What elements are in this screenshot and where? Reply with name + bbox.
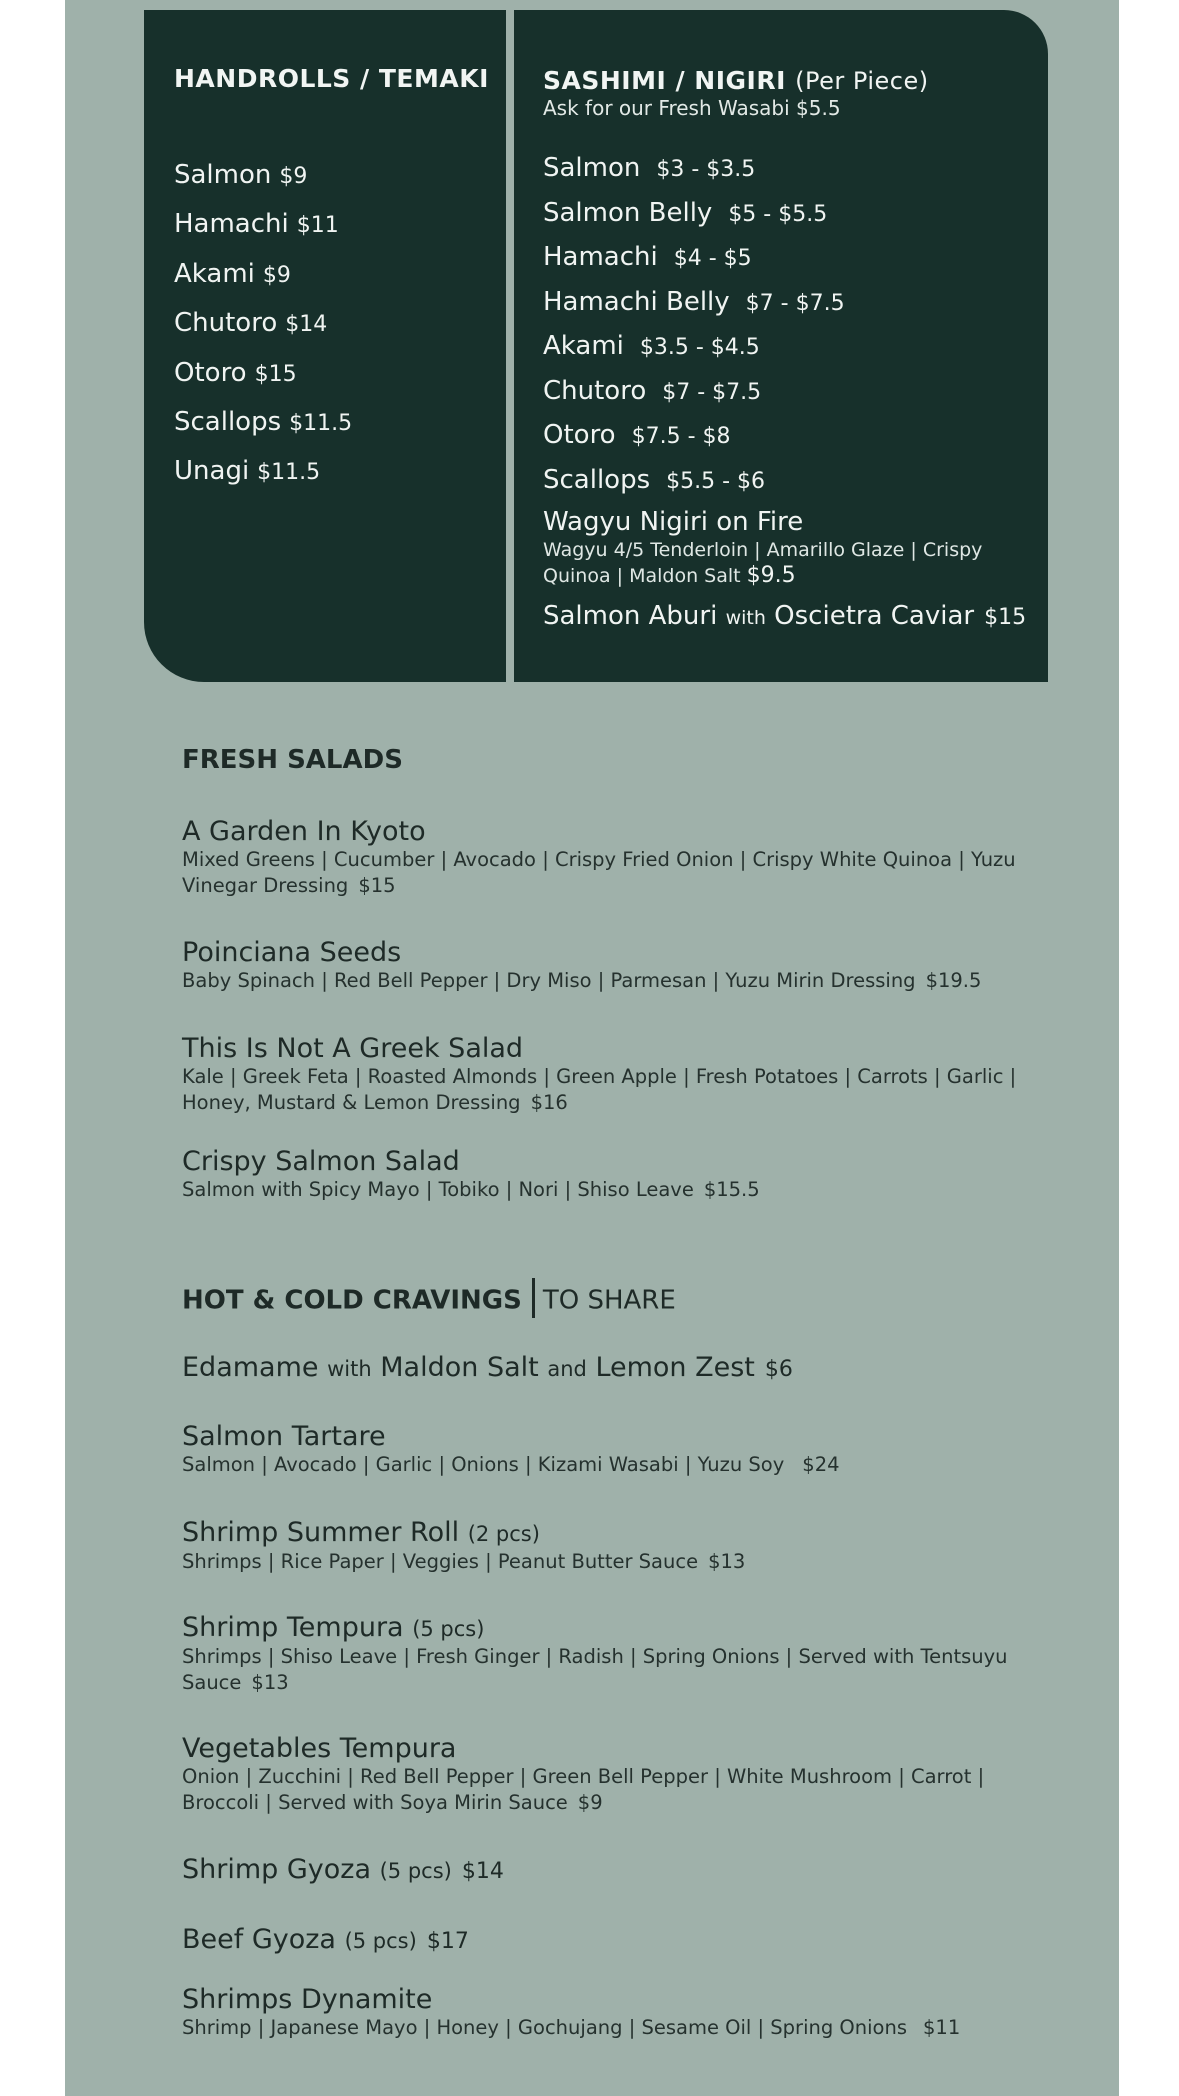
item-name: Salmon [543,153,641,183]
item-name: Shrimps Dynamite [182,1984,433,2015]
item-price: $5 - $5.5 [728,201,828,227]
item-name: This Is Not A Greek Salad [182,1033,524,1064]
item-description [182,847,1032,899]
item-price: $16 [530,1091,568,1114]
item-price: $15 [358,874,396,897]
item-name: Akami [543,331,624,361]
item-qty: (5 pcs) [344,1929,417,1953]
item-price: $14 [461,1859,504,1884]
item-name: Salmon Tartare [182,1421,386,1452]
edamame-part1: Edamame [182,1352,319,1383]
item-price: $5.5 - $6 [666,468,766,494]
item-description [182,1452,1032,1478]
item-description [182,968,1032,994]
sashimi-title-text: SASHIMI / NIGIRI [543,66,786,95]
menu-item [182,1925,1032,1957]
list-item [543,420,845,465]
item-name [182,1518,1032,1549]
item-desc-text: Kale | Greek Feta | Roasted Almonds | Green Apple | Fresh Potatoes | Carrots | Garlic | Honey, Mustard & Lemon Dressing [182,1065,1017,1114]
item-price: $11 [296,213,339,239]
item-name: Wagyu Nigiri on Fire [543,507,804,537]
item-description [182,1764,1032,1816]
sashimi-panel [514,10,1048,682]
list-item [543,198,845,243]
item-name-text: Shrimp Tempura [182,1612,404,1643]
menu-item [182,1147,1032,1203]
item-name: Hamachi [543,242,658,272]
item-name: Vegetables Tempura [182,1733,457,1764]
item-name [182,1855,1032,1887]
item-name-text: Beef Gyoza [182,1924,336,1955]
wasabi-note: Ask for our Fresh Wasabi $5.5 [543,96,841,120]
menu-item [182,1613,1032,1696]
item-description [182,1644,1032,1696]
item-name: Crispy Salmon Salad [182,1146,460,1177]
list-item [174,358,352,407]
item-desc-text: Shrimp | Japanese Mayo | Honey | Gochujang | Sesame Oil | Spring Onions [182,2016,907,2039]
item-price: $11.5 [257,460,321,486]
item-name [182,1613,1032,1644]
item-name: Chutoro [543,375,647,406]
item-name: Hamachi [174,209,289,240]
list-item [543,287,845,332]
sashimi-subtitle: (Per Piece) [795,67,929,95]
item-price: $9.5 [746,563,796,588]
item-description [182,1549,1032,1575]
item-price: $4 - $5 [673,246,752,271]
item-price: $17 [426,1929,469,1954]
menu-item [182,817,1032,899]
item-price: $11 [923,2016,961,2039]
list-item [174,160,352,209]
divider [532,1278,535,1318]
item-name: Salmon Belly [543,197,713,228]
item-price: $3.5 - $4.5 [639,335,760,360]
wagyu-desc-text: Wagyu 4/5 Tenderloin | Amarillo Glaze | Crispy Quinoa | Maldon Salt [543,539,983,587]
item-name-text: Shrimp Summer Roll [182,1517,460,1548]
sashimi-title [543,66,929,95]
item-name: Chutoro [174,308,278,339]
item-desc-text: Salmon with Spicy Mayo | Tobiko | Nori | Shiso Leave [182,1178,694,1201]
handrolls-panel [144,10,506,682]
item-desc-text: Onion | Zucchini | Red Bell Pepper | Green Bell Pepper | White Mushroom | Carrot | Broccoli | Served with Soya Mirin Sauce [182,1765,985,1814]
item-price: $6 [764,1357,793,1382]
list-item [174,456,352,505]
list-item [543,331,845,376]
item-name: Hamachi Belly [543,286,730,317]
cravings-title-text: HOT & COLD CRAVINGS [182,1285,522,1316]
item-name: Otoro [543,420,616,450]
item-price: $7 - $7.5 [745,290,845,316]
item-desc-text: Salmon | Avocado | Garlic | Onions | Kizami Wasabi | Yuzu Soy [182,1453,785,1476]
item-price: $9 [279,164,308,189]
aburi-name: Salmon Aburi [543,601,718,631]
menu-item [182,1422,1032,1478]
item-desc-text: Baby Spinach | Red Bell Pepper | Dry Miso | Parmesan | Yuzu Mirin Dressing [182,969,916,992]
item-name: Scallops [543,464,651,495]
item-qty: (5 pcs) [379,1859,452,1883]
item-name-text: Shrimp Gyoza [182,1854,372,1885]
wagyu-item [543,507,1043,589]
item-price: $19.5 [925,969,982,992]
list-item [543,465,845,510]
sashimi-list [543,153,845,509]
list-item [543,376,845,421]
handrolls-title: HANDROLLS / TEMAKI [174,64,489,93]
edamame-and: and [547,1357,587,1381]
salads-title: FRESH SALADS [182,745,403,775]
aburi-caviar: Oscietra Caviar [774,601,975,631]
edamame-with: with [327,1357,372,1381]
item-desc-text: Shrimps | Shiso Leave | Fresh Ginger | Radish | Spring Onions | Served with Tentsuyu Sauce [182,1645,1008,1694]
cravings-subtitle: TO SHARE [542,1285,676,1316]
item-qty: (2 pcs) [467,1522,540,1546]
edamame-part2: Maldon Salt [380,1352,539,1383]
menu-item [182,938,1032,994]
list-item [174,407,352,456]
list-item [174,308,352,357]
item-name: Akami [174,258,255,289]
aburi-with: with [725,607,766,629]
item-desc-text: Mixed Greens | Cucumber | Avocado | Crispy Fried Onion | Crispy White Quinoa | Yuzu Vinegar Dressing [182,848,1016,897]
list-item [174,209,352,258]
item-name [182,1353,1032,1385]
menu-item [182,1353,1032,1385]
item-description [543,537,1043,589]
item-name: Poinciana Seeds [182,937,402,968]
edamame-part3: Lemon Zest [595,1352,755,1383]
item-price: $15 [254,361,297,387]
handrolls-list [174,160,352,506]
item-name: Scallops [174,406,282,437]
item-name [182,1925,1032,1957]
item-name: Salmon [174,160,272,190]
item-description [182,1064,1032,1116]
list-item [543,153,845,198]
item-description [182,1177,1032,1203]
item-name: Unagi [174,456,250,487]
cravings-title [182,1281,676,1321]
item-price: $13 [708,1550,746,1573]
item-price: $7 - $7.5 [662,379,762,405]
item-price: $7.5 - $8 [631,424,731,449]
item-price: $24 [802,1453,840,1476]
list-item [174,259,352,308]
item-price: $11.5 [289,410,353,436]
item-desc-text: Shrimps | Rice Paper | Veggies | Peanut Butter Sauce [182,1550,699,1573]
item-price: $13 [251,1671,289,1694]
menu-item [182,1034,1032,1116]
item-description [182,2015,1032,2041]
menu-item [182,1734,1032,1816]
item-price: $14 [285,312,328,338]
menu-item [182,1855,1032,1887]
item-price: $9 [262,262,291,288]
item-price: $15 [984,605,1027,630]
item-price: $15.5 [703,1178,760,1201]
menu-item [182,1985,1032,2041]
item-price: $3 - $3.5 [656,157,756,182]
item-name: A Garden In Kyoto [182,816,426,847]
item-price: $9 [577,1791,603,1814]
menu-item [182,1518,1032,1575]
item-name: Otoro [174,357,247,388]
list-item [543,242,845,287]
item-qty: (5 pcs) [412,1617,485,1641]
aburi-item [543,601,1026,631]
